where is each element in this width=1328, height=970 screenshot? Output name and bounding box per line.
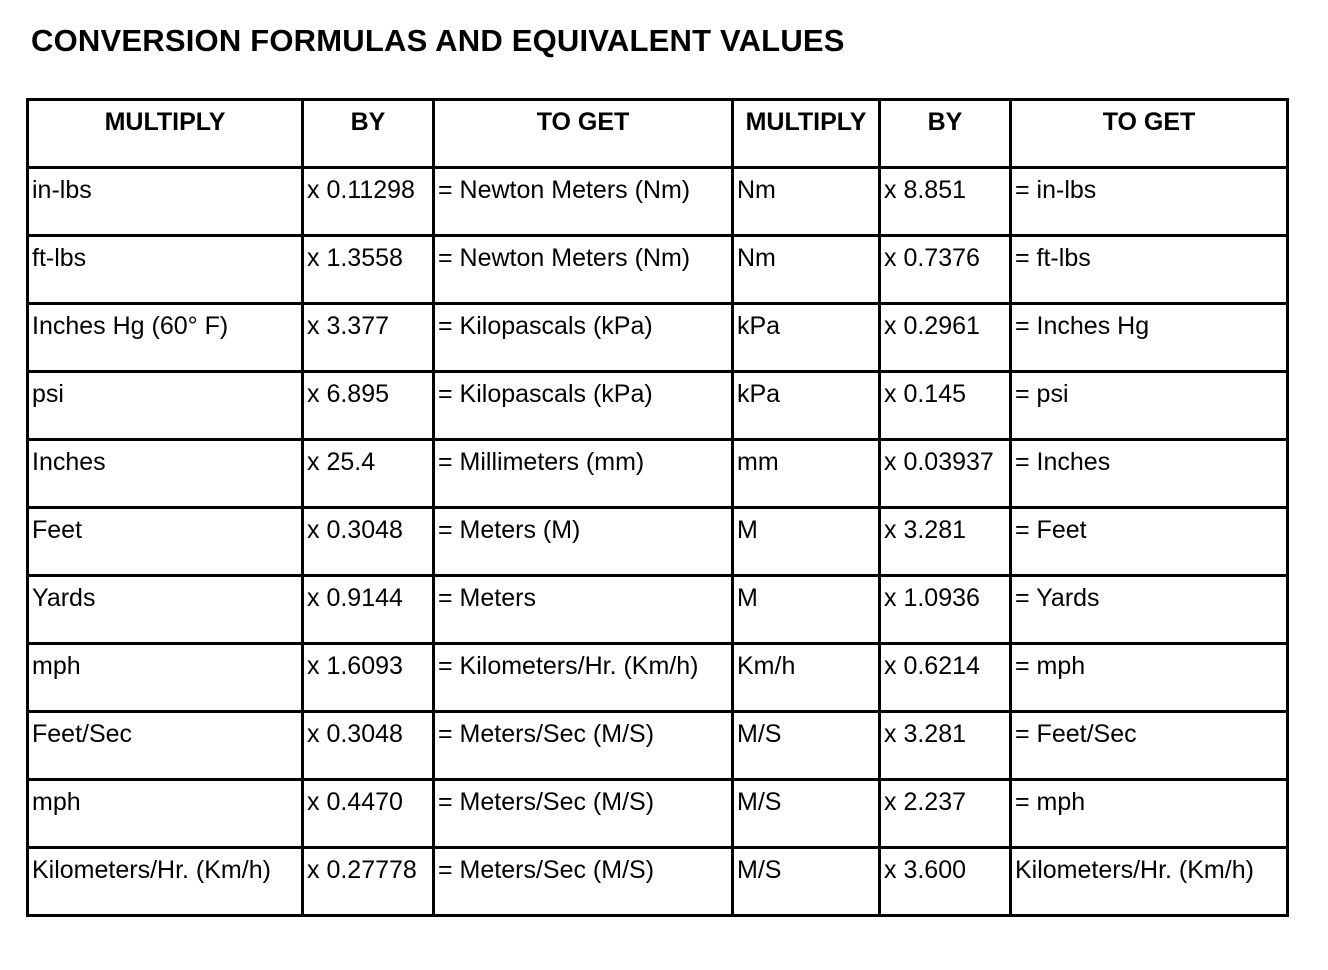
table-cell: ft-lbs — [28, 236, 303, 304]
table-cell: x 0.9144 — [303, 576, 434, 644]
table-row — [28, 372, 1288, 440]
table-cell: x 0.3048 — [303, 508, 434, 576]
table-cell: = Newton Meters (Nm) — [434, 168, 733, 236]
page-title: CONVERSION FORMULAS AND EQUIVALENT VALUES — [31, 23, 845, 58]
table-cell: = mph — [1011, 644, 1288, 712]
table-row — [28, 304, 1288, 372]
table-cell: kPa — [733, 304, 880, 372]
table-cell: = Yards — [1011, 576, 1288, 644]
table-cell: Kilometers/Hr. (Km/h) — [1011, 848, 1288, 916]
column-header-to-get-reverse: TO GET — [1011, 100, 1288, 168]
table-cell: M — [733, 576, 880, 644]
table-row — [28, 576, 1288, 644]
table-cell: x 0.11298 — [303, 168, 434, 236]
table-cell: Kilometers/Hr. (Km/h) — [28, 848, 303, 916]
table-row — [28, 236, 1288, 304]
table-cell: mph — [28, 780, 303, 848]
table-cell: M/S — [733, 848, 880, 916]
table-cell: = mph — [1011, 780, 1288, 848]
table-cell: x 0.6214 — [880, 644, 1011, 712]
table-cell: mph — [28, 644, 303, 712]
table-cell: x 0.7376 — [880, 236, 1011, 304]
table-cell: Nm — [733, 236, 880, 304]
table-row — [28, 780, 1288, 848]
column-header-multiply: MULTIPLY — [28, 100, 303, 168]
table-cell: in-lbs — [28, 168, 303, 236]
table-cell: Feet/Sec — [28, 712, 303, 780]
table-cell: M/S — [733, 780, 880, 848]
table-cell: = in-lbs — [1011, 168, 1288, 236]
table-cell: = Newton Meters (Nm) — [434, 236, 733, 304]
table-cell: = Meters/Sec (M/S) — [434, 780, 733, 848]
table-cell: x 0.2961 — [880, 304, 1011, 372]
table-cell: x 1.0936 — [880, 576, 1011, 644]
table-row — [28, 168, 1288, 236]
table-cell: = Meters/Sec (M/S) — [434, 712, 733, 780]
table-row — [28, 440, 1288, 508]
table-cell: Inches Hg (60° F) — [28, 304, 303, 372]
table-cell: x 0.27778 — [303, 848, 434, 916]
table-cell: x 2.237 — [880, 780, 1011, 848]
table-row — [28, 712, 1288, 780]
table-cell: Nm — [733, 168, 880, 236]
table-cell: x 1.3558 — [303, 236, 434, 304]
table-cell: = Kilometers/Hr. (Km/h) — [434, 644, 733, 712]
table-row — [28, 644, 1288, 712]
table-cell: x 0.4470 — [303, 780, 434, 848]
table-cell: = Meters — [434, 576, 733, 644]
table-cell: = Meters (M) — [434, 508, 733, 576]
table-cell: Inches — [28, 440, 303, 508]
table-cell: Km/h — [733, 644, 880, 712]
table-cell: x 3.281 — [880, 712, 1011, 780]
table-cell: x 0.145 — [880, 372, 1011, 440]
table-cell: = Kilopascals (kPa) — [434, 304, 733, 372]
table-row — [28, 508, 1288, 576]
table-cell: Feet — [28, 508, 303, 576]
table-cell: = Inches Hg — [1011, 304, 1288, 372]
table-row — [28, 848, 1288, 916]
column-header-multiply-reverse: MULTIPLY — [733, 100, 880, 168]
column-header-to-get: TO GET — [434, 100, 733, 168]
table-cell: mm — [733, 440, 880, 508]
table-cell: x 8.851 — [880, 168, 1011, 236]
table-cell: kPa — [733, 372, 880, 440]
table-cell: = Feet/Sec — [1011, 712, 1288, 780]
conversion-table — [26, 98, 1289, 917]
table-cell: M/S — [733, 712, 880, 780]
table-cell: = ft-lbs — [1011, 236, 1288, 304]
table-cell: x 3.600 — [880, 848, 1011, 916]
column-header-by-reverse: BY — [880, 100, 1011, 168]
table-cell: x 1.6093 — [303, 644, 434, 712]
table-cell: x 3.281 — [880, 508, 1011, 576]
table-cell: psi — [28, 372, 303, 440]
table-cell: x 25.4 — [303, 440, 434, 508]
table-cell: = Kilopascals (kPa) — [434, 372, 733, 440]
table-cell: = Meters/Sec (M/S) — [434, 848, 733, 916]
table-cell: Yards — [28, 576, 303, 644]
header-row — [28, 100, 1288, 168]
table-cell: = psi — [1011, 372, 1288, 440]
table-cell: x 3.377 — [303, 304, 434, 372]
table-cell: x 0.03937 — [880, 440, 1011, 508]
table-cell: = Inches — [1011, 440, 1288, 508]
column-header-by: BY — [303, 100, 434, 168]
table-cell: = Feet — [1011, 508, 1288, 576]
table-cell: x 0.3048 — [303, 712, 434, 780]
table-cell: x 6.895 — [303, 372, 434, 440]
table-cell: M — [733, 508, 880, 576]
table-cell: = Millimeters (mm) — [434, 440, 733, 508]
